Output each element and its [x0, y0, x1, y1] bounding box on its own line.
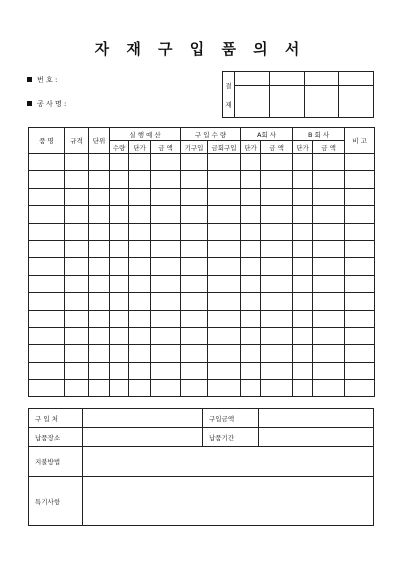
- approval-title-cell[interactable]: [304, 72, 339, 86]
- table-row: [29, 171, 375, 188]
- table-row: [29, 154, 375, 171]
- table-cell[interactable]: [313, 327, 345, 344]
- table-cell[interactable]: [89, 362, 110, 379]
- table-cell[interactable]: [151, 310, 181, 327]
- table-cell[interactable]: [261, 380, 293, 397]
- table-cell[interactable]: [181, 240, 208, 257]
- table-cell[interactable]: [151, 380, 181, 397]
- table-cell[interactable]: [313, 154, 345, 171]
- table-cell[interactable]: [208, 380, 241, 397]
- table-cell[interactable]: [293, 345, 313, 362]
- table-cell[interactable]: [261, 206, 293, 223]
- document-title: 자 재 구 입 품 의 서: [94, 40, 306, 58]
- table-cell[interactable]: [151, 171, 181, 188]
- table-cell[interactable]: [345, 240, 375, 257]
- table-cell[interactable]: [313, 223, 345, 240]
- approval-label: [223, 72, 235, 118]
- approval-label-bottom: 재: [225, 100, 232, 109]
- table-cell[interactable]: [313, 188, 345, 205]
- table-cell[interactable]: [293, 171, 313, 188]
- delivery-period-label: 납품기간: [203, 428, 259, 447]
- purchase-amount-label: 구입금액: [203, 409, 259, 428]
- table-cell[interactable]: [208, 362, 241, 379]
- table-cell[interactable]: [110, 380, 129, 397]
- header-spec: 규격: [65, 128, 89, 154]
- table-cell[interactable]: [110, 345, 129, 362]
- table-cell[interactable]: [29, 293, 65, 310]
- table-cell[interactable]: [181, 362, 208, 379]
- table-cell[interactable]: [129, 206, 151, 223]
- table-cell[interactable]: [208, 154, 241, 171]
- table-cell[interactable]: [181, 258, 208, 275]
- delivery-place-field[interactable]: [83, 428, 203, 447]
- table-cell[interactable]: [110, 293, 129, 310]
- table-cell[interactable]: [151, 240, 181, 257]
- header-b-amount: 금 액: [313, 141, 345, 154]
- table-cell[interactable]: [345, 154, 375, 171]
- table-cell[interactable]: [129, 380, 151, 397]
- table-cell[interactable]: [261, 171, 293, 188]
- project-label: 공 사 명 :: [37, 100, 67, 108]
- delivery-period-field[interactable]: [259, 428, 374, 447]
- table-row: [29, 258, 375, 275]
- table-cell[interactable]: [181, 171, 208, 188]
- approval-label-top: 결: [225, 81, 232, 90]
- table-cell[interactable]: [89, 206, 110, 223]
- table-cell[interactable]: [241, 293, 261, 310]
- table-cell[interactable]: [110, 240, 129, 257]
- header-item: 품 명: [29, 128, 65, 154]
- table-cell[interactable]: [65, 258, 89, 275]
- table-cell[interactable]: [29, 223, 65, 240]
- table-cell[interactable]: [241, 154, 261, 171]
- table-cell[interactable]: [89, 380, 110, 397]
- table-cell[interactable]: [241, 258, 261, 275]
- table-cell[interactable]: [65, 223, 89, 240]
- number-label: 번 호 :: [37, 76, 58, 84]
- table-row: [29, 223, 375, 240]
- table-cell[interactable]: [65, 362, 89, 379]
- table-cell[interactable]: [110, 258, 129, 275]
- table-cell[interactable]: [208, 206, 241, 223]
- header-amount: 금 액: [151, 141, 181, 154]
- table-cell[interactable]: [313, 240, 345, 257]
- table-cell[interactable]: [208, 258, 241, 275]
- table-cell[interactable]: [293, 310, 313, 327]
- table-cell[interactable]: [29, 345, 65, 362]
- table-cell[interactable]: [129, 275, 151, 292]
- table-cell[interactable]: [261, 258, 293, 275]
- bullet-square-icon: [27, 101, 32, 106]
- table-cell[interactable]: [313, 275, 345, 292]
- table-cell[interactable]: [345, 380, 375, 397]
- table-cell[interactable]: [151, 258, 181, 275]
- table-cell[interactable]: [261, 310, 293, 327]
- table-cell[interactable]: [65, 240, 89, 257]
- table-cell[interactable]: [151, 293, 181, 310]
- special-notes-label: 특기사항: [29, 477, 83, 526]
- table-cell[interactable]: [65, 275, 89, 292]
- table-cell[interactable]: [293, 258, 313, 275]
- table-row: [29, 275, 375, 292]
- table-cell[interactable]: [345, 345, 375, 362]
- table-row: [29, 240, 375, 257]
- table-cell[interactable]: [241, 171, 261, 188]
- table-cell[interactable]: [261, 240, 293, 257]
- table-cell[interactable]: [313, 345, 345, 362]
- table-cell[interactable]: [181, 293, 208, 310]
- table-cell[interactable]: [241, 240, 261, 257]
- header-budget: 실 행 예 산: [110, 128, 181, 141]
- table-cell[interactable]: [29, 206, 65, 223]
- table-cell[interactable]: [293, 240, 313, 257]
- table-cell[interactable]: [65, 293, 89, 310]
- table-cell[interactable]: [129, 345, 151, 362]
- table-row: [29, 293, 375, 310]
- table-cell[interactable]: [65, 206, 89, 223]
- table-cell[interactable]: [181, 310, 208, 327]
- table-cell[interactable]: [208, 240, 241, 257]
- header-b-unit-price: 단가: [293, 141, 313, 154]
- table-cell[interactable]: [129, 327, 151, 344]
- table-cell[interactable]: [181, 223, 208, 240]
- table-cell[interactable]: [29, 188, 65, 205]
- table-cell[interactable]: [129, 240, 151, 257]
- header-unit: 단위: [89, 128, 110, 154]
- table-cell[interactable]: [261, 293, 293, 310]
- table-cell[interactable]: [181, 154, 208, 171]
- table-cell[interactable]: [345, 223, 375, 240]
- table-cell[interactable]: [29, 171, 65, 188]
- table-cell[interactable]: [129, 154, 151, 171]
- number-field-row: [27, 75, 57, 85]
- approval-title-cell[interactable]: [235, 72, 270, 86]
- table-cell[interactable]: [345, 310, 375, 327]
- approval-sign-cell[interactable]: [269, 86, 304, 118]
- header-company-b: B 회 사: [293, 128, 345, 141]
- table-cell[interactable]: [313, 206, 345, 223]
- table-cell[interactable]: [29, 380, 65, 397]
- table-cell[interactable]: [345, 275, 375, 292]
- table-cell[interactable]: [241, 327, 261, 344]
- table-cell[interactable]: [181, 206, 208, 223]
- bullet-square-icon: [27, 77, 32, 82]
- table-row: [29, 362, 375, 379]
- table-cell[interactable]: [181, 380, 208, 397]
- approval-title-cell[interactable]: [269, 72, 304, 86]
- approval-sign-cell[interactable]: [304, 86, 339, 118]
- table-cell[interactable]: [110, 188, 129, 205]
- special-notes-field[interactable]: [83, 477, 374, 526]
- table-cell[interactable]: [293, 275, 313, 292]
- table-cell[interactable]: [29, 362, 65, 379]
- table-cell[interactable]: [181, 345, 208, 362]
- table-cell[interactable]: [208, 223, 241, 240]
- table-cell[interactable]: [110, 171, 129, 188]
- table-cell[interactable]: [129, 293, 151, 310]
- table-cell[interactable]: [345, 293, 375, 310]
- purchase-details-table: [28, 408, 374, 526]
- table-cell[interactable]: [110, 362, 129, 379]
- table-cell[interactable]: [151, 362, 181, 379]
- table-cell[interactable]: [241, 362, 261, 379]
- table-cell[interactable]: [345, 258, 375, 275]
- table-cell[interactable]: [29, 240, 65, 257]
- table-cell[interactable]: [261, 188, 293, 205]
- table-row: [29, 327, 375, 344]
- table-cell[interactable]: [89, 223, 110, 240]
- table-cell[interactable]: [110, 223, 129, 240]
- table-cell[interactable]: [129, 188, 151, 205]
- table-cell[interactable]: [313, 310, 345, 327]
- table-cell[interactable]: [313, 171, 345, 188]
- table-cell[interactable]: [29, 310, 65, 327]
- table-cell[interactable]: [261, 223, 293, 240]
- table-cell[interactable]: [65, 171, 89, 188]
- table-cell[interactable]: [181, 327, 208, 344]
- table-cell[interactable]: [208, 171, 241, 188]
- table-cell[interactable]: [129, 258, 151, 275]
- approval-box: [222, 71, 374, 118]
- table-cell[interactable]: [293, 327, 313, 344]
- header-purchase-qty: 구 입 수 량: [181, 128, 241, 141]
- table-cell[interactable]: [65, 188, 89, 205]
- table-cell[interactable]: [261, 362, 293, 379]
- delivery-place-label: 납품장소: [29, 428, 83, 447]
- table-cell[interactable]: [29, 154, 65, 171]
- table-cell[interactable]: [151, 345, 181, 362]
- project-field-row: [27, 99, 66, 109]
- table-cell[interactable]: [208, 310, 241, 327]
- header-a-unit-price: 단가: [241, 141, 261, 154]
- table-cell[interactable]: [129, 223, 151, 240]
- table-cell[interactable]: [261, 345, 293, 362]
- table-cell[interactable]: [151, 327, 181, 344]
- table-cell[interactable]: [261, 327, 293, 344]
- table-row: [29, 188, 375, 205]
- table-cell[interactable]: [89, 188, 110, 205]
- header-remarks: 비 고: [345, 128, 375, 154]
- header-this-purchase: 금회구입: [208, 141, 241, 154]
- table-cell[interactable]: [241, 275, 261, 292]
- table-cell[interactable]: [293, 362, 313, 379]
- material-table: [28, 127, 375, 397]
- table-cell[interactable]: [293, 188, 313, 205]
- table-cell[interactable]: [89, 310, 110, 327]
- table-cell[interactable]: [151, 206, 181, 223]
- header-prev-purchase: 기구입: [181, 141, 208, 154]
- table-row: [29, 380, 375, 397]
- table-cell[interactable]: [241, 310, 261, 327]
- table-cell[interactable]: [293, 293, 313, 310]
- table-cell[interactable]: [313, 258, 345, 275]
- table-cell[interactable]: [110, 327, 129, 344]
- table-cell[interactable]: [29, 327, 65, 344]
- table-cell[interactable]: [208, 188, 241, 205]
- table-cell[interactable]: [89, 327, 110, 344]
- table-cell[interactable]: [345, 362, 375, 379]
- table-cell[interactable]: [65, 380, 89, 397]
- table-cell[interactable]: [208, 275, 241, 292]
- table-cell[interactable]: [129, 362, 151, 379]
- header-qty: 수량: [110, 141, 129, 154]
- table-cell[interactable]: [29, 275, 65, 292]
- table-cell[interactable]: [241, 223, 261, 240]
- table-cell[interactable]: [313, 362, 345, 379]
- table-row: [29, 345, 375, 362]
- table-row: [29, 310, 375, 327]
- table-cell[interactable]: [89, 171, 110, 188]
- table-cell[interactable]: [181, 275, 208, 292]
- table-cell[interactable]: [261, 275, 293, 292]
- table-cell[interactable]: [208, 327, 241, 344]
- approval-sign-cell[interactable]: [339, 86, 374, 118]
- table-cell[interactable]: [241, 345, 261, 362]
- table-cell[interactable]: [110, 206, 129, 223]
- approval-title-cell[interactable]: [339, 72, 374, 86]
- table-cell[interactable]: [345, 327, 375, 344]
- table-cell[interactable]: [313, 293, 345, 310]
- payment-method-label: 지불방법: [29, 447, 83, 477]
- table-cell[interactable]: [151, 275, 181, 292]
- table-row: [29, 206, 375, 223]
- payment-method-field[interactable]: [83, 447, 374, 477]
- purchase-amount-field[interactable]: [259, 409, 374, 428]
- table-cell[interactable]: [261, 154, 293, 171]
- header-unit-price: 단가: [129, 141, 151, 154]
- table-cell[interactable]: [293, 154, 313, 171]
- table-cell[interactable]: [345, 188, 375, 205]
- table-cell[interactable]: [208, 345, 241, 362]
- table-cell[interactable]: [151, 154, 181, 171]
- supplier-field[interactable]: [83, 409, 203, 428]
- table-cell[interactable]: [208, 293, 241, 310]
- table-cell[interactable]: [293, 380, 313, 397]
- approval-sign-cell[interactable]: [235, 86, 270, 118]
- table-cell[interactable]: [181, 188, 208, 205]
- supplier-label: 구 입 처: [29, 409, 83, 428]
- table-cell[interactable]: [110, 154, 129, 171]
- table-cell[interactable]: [89, 345, 110, 362]
- table-cell[interactable]: [110, 275, 129, 292]
- table-cell[interactable]: [151, 188, 181, 205]
- table-cell[interactable]: [151, 223, 181, 240]
- table-cell[interactable]: [313, 380, 345, 397]
- table-cell[interactable]: [89, 154, 110, 171]
- table-cell[interactable]: [241, 188, 261, 205]
- table-cell[interactable]: [129, 310, 151, 327]
- table-cell[interactable]: [241, 206, 261, 223]
- table-cell[interactable]: [29, 258, 65, 275]
- table-cell[interactable]: [110, 310, 129, 327]
- header-a-amount: 금 액: [261, 141, 293, 154]
- table-cell[interactable]: [65, 345, 89, 362]
- table-cell[interactable]: [65, 310, 89, 327]
- table-cell[interactable]: [89, 293, 110, 310]
- table-cell[interactable]: [293, 206, 313, 223]
- table-cell[interactable]: [89, 258, 110, 275]
- table-cell[interactable]: [89, 275, 110, 292]
- table-cell[interactable]: [89, 240, 110, 257]
- table-cell[interactable]: [65, 154, 89, 171]
- table-cell[interactable]: [241, 380, 261, 397]
- table-cell[interactable]: [129, 171, 151, 188]
- table-cell[interactable]: [293, 223, 313, 240]
- header-company-a: A회 사: [241, 128, 293, 141]
- table-cell[interactable]: [345, 171, 375, 188]
- table-cell[interactable]: [345, 206, 375, 223]
- table-cell[interactable]: [65, 327, 89, 344]
